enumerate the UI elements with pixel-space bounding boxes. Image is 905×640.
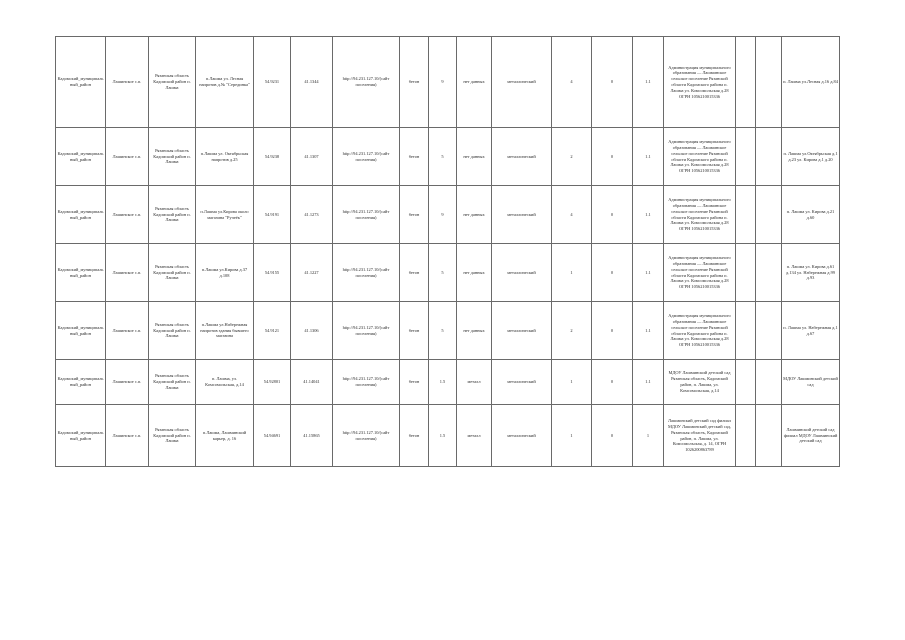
empty-cell	[736, 405, 756, 467]
container-count-text: 1	[570, 432, 573, 438]
empty-cell	[736, 302, 756, 360]
sources-cell	[782, 405, 840, 467]
link-text: http://94.231.127.10/(сайт поселения)	[342, 208, 390, 220]
surface-text: бетон	[408, 79, 420, 85]
district-text: Кадомский_муниципальный_район	[57, 266, 104, 278]
empty-cell	[736, 360, 756, 405]
sources-text: п. Лашма ул.Октябрьская д.1 д.23 ул. Кирова д.1 д.20	[783, 150, 838, 162]
volume-planned-cell	[592, 302, 633, 360]
surface-cell	[400, 128, 429, 186]
district-cell	[56, 186, 106, 244]
settlement-cell	[106, 302, 149, 360]
empty-cell	[756, 244, 782, 302]
container-type-text: металлический	[507, 432, 536, 438]
district-text: Кадомский_муниципальный_район	[57, 150, 104, 162]
location-text: п. Лашма, ул. Комсомольская, д.14	[205, 376, 244, 387]
area-text: 5	[441, 269, 444, 275]
volume-planned-cell	[592, 360, 633, 405]
cover-text: нет данных	[463, 79, 485, 85]
volume-planned-text: 0	[610, 79, 614, 85]
container-type-text: металлический	[507, 211, 536, 217]
sources-text: п. Лашма ул.Лесная д.16 д.84	[783, 79, 838, 85]
latitude-text: 54.9238	[264, 153, 280, 159]
volume-planned-cell	[592, 405, 633, 467]
volume-text: 1.1	[645, 79, 651, 85]
longitude-text: 41.1306	[304, 327, 319, 333]
owner-text: Администрация муниципального образования — Лашминское сельское поселение Рязанской области Кадомского района п. Лашма ул. Комсомольская д.28 ОГРН 1056210015336	[668, 197, 731, 232]
container-count-cell	[552, 128, 592, 186]
volume-cell	[633, 37, 664, 128]
volume-text: 1	[646, 432, 650, 438]
container-type-text: металлический	[507, 269, 536, 275]
link-cell	[333, 405, 400, 467]
settlement-cell	[106, 128, 149, 186]
container-type-text: металлический	[507, 153, 536, 159]
area-text: 1.5	[439, 432, 446, 438]
region-cell	[149, 360, 196, 405]
owner-text: Администрация муниципального образования — Лашминское сельское поселение Рязанской области Кадомского района п. Лашма ул. Комсомольская д.28 ОГРН 1056210015336	[668, 313, 731, 348]
cover-text: металл	[467, 432, 481, 438]
container-type-cell	[492, 37, 552, 128]
sources-text: Лашминский детский сад филиал МДОУ Лашминский детский сад	[783, 426, 838, 444]
surface-cell	[400, 244, 429, 302]
sources-text: п. Лашма ул. Набережная д.1 д.67	[783, 324, 838, 336]
surface-text: бетон	[408, 153, 420, 159]
empty-cell	[756, 186, 782, 244]
container-count-text: 4	[570, 211, 573, 217]
empty-cell	[756, 360, 782, 405]
cover-text: нет данных	[463, 327, 485, 333]
cover-text: металл	[467, 379, 481, 385]
district-text: Кадомский_муниципальный_район	[57, 324, 104, 336]
container-count-text: 2	[570, 327, 573, 333]
district-cell	[56, 128, 106, 186]
area-text: 1.5	[439, 379, 446, 385]
cover-text: нет данных	[463, 153, 485, 159]
container-count-cell	[552, 244, 592, 302]
area-cell	[429, 302, 457, 360]
surface-text: бетон	[408, 327, 420, 333]
location-cell	[196, 360, 254, 405]
container-count-cell	[552, 360, 592, 405]
surface-text: бетон	[408, 432, 420, 438]
region-text: Рязанская область Кадомский район п. Лашма	[153, 73, 191, 90]
region-text: Рязанская область Кадомский район п. Лашма	[153, 147, 191, 165]
volume-planned-text: 0	[610, 432, 614, 438]
settlement-text: Лашинское с.п.	[112, 79, 142, 85]
sources-cell	[782, 244, 840, 302]
link-cell	[333, 186, 400, 244]
link-cell	[333, 37, 400, 128]
container-type-cell	[492, 186, 552, 244]
link-cell	[333, 302, 400, 360]
cover-cell	[457, 128, 492, 186]
settlement-text: Лашинское с.п.	[112, 379, 142, 385]
longitude-cell	[291, 360, 333, 405]
volume-planned-text: 0	[610, 379, 614, 385]
link-cell	[333, 128, 400, 186]
owner-text: Лашминский детский сад филиал МДОУ Лашминский детский сад, Рязанская область, Кадомский район, п. Лашма, ул. Комсомольская, д. 14, ОГРН 1026200863789	[667, 418, 731, 453]
sources-cell	[782, 186, 840, 244]
owner-cell	[664, 37, 736, 128]
container-type-cell	[492, 405, 552, 467]
district-cell	[56, 37, 106, 128]
latitude-cell	[254, 360, 291, 405]
latitude-text: 54.9155	[264, 269, 280, 275]
latitude-text: 54.92801	[263, 379, 281, 385]
volume-cell	[633, 360, 664, 405]
link-text: http://94.231.127.10/(сайт поселения)	[342, 76, 390, 87]
location-cell	[196, 128, 254, 186]
district-cell	[56, 302, 106, 360]
link-text: http://94.231.127.10/(сайт поселения)	[342, 324, 390, 336]
volume-cell	[633, 405, 664, 467]
surface-text: бетон	[408, 379, 420, 385]
location-text: п.Лашма ул. Лесная напротив д.№ "Серединка"	[199, 76, 250, 87]
area-cell	[429, 128, 457, 186]
sources-text: п. Лашма ул. Кирова д.21 д.60	[786, 208, 835, 220]
area-text: 9	[441, 79, 444, 85]
container-count-text: 4	[570, 79, 573, 85]
table-row	[56, 244, 840, 302]
container-count-cell	[552, 186, 592, 244]
owner-text: МДОУ Лашминский детский сад Рязанская область, Кадомский район, п. Лашма, ул. Комсомольская, д.14	[668, 370, 731, 393]
region-cell	[149, 302, 196, 360]
sources-cell	[782, 302, 840, 360]
table-row	[56, 37, 840, 128]
settlement-text: Лашинское с.п.	[112, 153, 142, 159]
volume-planned-text: 0	[610, 327, 614, 333]
latitude-text: 54.94691	[263, 432, 281, 438]
longitude-cell	[291, 244, 333, 302]
longitude-text: 41.15865	[303, 432, 320, 438]
owner-text: Администрация муниципального образования — Лашминское сельское поселение Рязанской области Кадомского района п. Лашма ул. Комсомольская д.28 ОГРН 1056210015336	[668, 255, 731, 290]
owner-cell	[664, 360, 736, 405]
district-text: Кадомский_муниципальный_район	[57, 76, 104, 87]
owner-cell	[664, 302, 736, 360]
location-text: п.Лашма ул. Октябрьская напротив д.25	[200, 150, 249, 162]
area-text: 5	[441, 327, 444, 333]
container-count-text: 1	[570, 379, 573, 385]
volume-cell	[633, 302, 664, 360]
link-text: http://94.231.127.10/(сайт поселения)	[342, 150, 390, 162]
volume-text: 1.1	[645, 153, 651, 159]
empty-cell	[756, 128, 782, 186]
longitude-text: 41.1307	[304, 153, 319, 159]
region-text: Рязанская область Кадомский район п. Лашма	[153, 205, 191, 223]
location-cell	[196, 405, 254, 467]
latitude-text: 54.9121	[264, 327, 280, 333]
region-cell	[149, 244, 196, 302]
container-type-cell	[492, 302, 552, 360]
sources-text: МДОУ Лашминский детский сад	[783, 376, 838, 387]
longitude-text: 41.14041	[303, 379, 320, 385]
location-text: п.Лашма ул.Кирова около магазина "Ручеёк"	[200, 208, 249, 220]
volume-cell	[633, 128, 664, 186]
empty-cell	[756, 37, 782, 128]
longitude-text: 41.1227	[304, 269, 319, 275]
surface-text: бетон	[408, 269, 420, 275]
latitude-cell	[254, 186, 291, 244]
cover-cell	[457, 360, 492, 405]
location-cell	[196, 302, 254, 360]
container-type-cell	[492, 128, 552, 186]
settlement-text: Лашинское с.п.	[112, 327, 142, 333]
district-cell	[56, 360, 106, 405]
container-type-cell	[492, 244, 552, 302]
cover-text: нет данных	[463, 269, 485, 275]
longitude-cell	[291, 186, 333, 244]
volume-planned-text: 0	[610, 211, 614, 217]
settlement-cell	[106, 360, 149, 405]
owner-cell	[664, 244, 736, 302]
area-cell	[429, 244, 457, 302]
table-row	[56, 405, 840, 467]
district-cell	[56, 405, 106, 467]
empty-cell	[736, 244, 756, 302]
link-text: http://94.231.127.10/(сайт поселения)	[342, 429, 390, 441]
container-type-text: металлический	[507, 379, 536, 385]
settlement-text: Лашинское с.п.	[112, 211, 142, 217]
latitude-cell	[254, 405, 291, 467]
volume-text: 1.1	[645, 269, 651, 275]
area-text: 9	[441, 211, 444, 217]
empty-cell	[736, 37, 756, 128]
surface-text: бетон	[408, 211, 420, 217]
region-cell	[149, 405, 196, 467]
latitude-cell	[254, 302, 291, 360]
latitude-cell	[254, 244, 291, 302]
region-cell	[149, 37, 196, 128]
volume-planned-cell	[592, 37, 633, 128]
longitude-cell	[291, 302, 333, 360]
surface-cell	[400, 37, 429, 128]
table-row	[56, 186, 840, 244]
container-count-cell	[552, 37, 592, 128]
owner-text: Администрация муниципального образования — Лашминское сельское поселение Рязанской области Кадомского района п. Лашма ул. Комсомольская д.28 ОГРН 1056210015336	[668, 64, 731, 99]
container-type-text: металлический	[507, 79, 536, 85]
table-row	[56, 302, 840, 360]
volume-cell	[633, 244, 664, 302]
cover-cell	[457, 244, 492, 302]
region-cell	[149, 128, 196, 186]
volume-planned-cell	[592, 128, 633, 186]
longitude-cell	[291, 405, 333, 467]
table-row	[56, 360, 840, 405]
longitude-cell	[291, 128, 333, 186]
area-text: 5	[441, 153, 444, 159]
district-text: Кадомский_муниципальный_район	[57, 376, 104, 387]
longitude-text: 41.1273	[304, 211, 319, 217]
latitude-text: 54.9231	[264, 79, 280, 85]
link-cell	[333, 244, 400, 302]
location-cell	[196, 244, 254, 302]
surface-cell	[400, 302, 429, 360]
volume-text: 1.1	[645, 211, 651, 217]
latitude-cell	[254, 128, 291, 186]
settlement-text: Лашинское с.п.	[112, 269, 142, 275]
table-row	[56, 128, 840, 186]
owner-cell	[664, 186, 736, 244]
container-type-cell	[492, 360, 552, 405]
empty-cell	[756, 302, 782, 360]
district-cell	[56, 244, 106, 302]
surface-cell	[400, 360, 429, 405]
volume-planned-cell	[592, 244, 633, 302]
empty-cell	[756, 405, 782, 467]
volume-planned-text: 0	[610, 269, 614, 275]
sources-cell	[782, 37, 840, 128]
sources-cell	[782, 128, 840, 186]
cover-cell	[457, 37, 492, 128]
container-count-text: 2	[570, 153, 573, 159]
owner-cell	[664, 128, 736, 186]
cover-text: нет данных	[463, 211, 485, 217]
region-text: Рязанская область Кадомский район п. Лашма	[153, 263, 191, 281]
link-text: http://94.231.127.10/(сайт поселения)	[342, 376, 390, 387]
region-text: Рязанская область Кадомский район п. Лашма	[153, 426, 191, 444]
location-text: п.Лашма, Лашминский карьер, д. 16	[202, 429, 247, 441]
settlement-cell	[106, 186, 149, 244]
cover-cell	[457, 302, 492, 360]
sources-text: п. Лашма ул. Кирова д.61 д.134 ул. Набережная д.99 д.93	[786, 263, 835, 281]
volume-planned-cell	[592, 186, 633, 244]
region-text: Рязанская область Кадомский район п. Лашма	[153, 373, 191, 390]
longitude-cell	[291, 37, 333, 128]
empty-cell	[736, 128, 756, 186]
location-cell	[196, 37, 254, 128]
owner-text: Администрация муниципального образования — Лашминское сельское поселение Рязанской области Кадомского района п. Лашма ул. Комсомольская д.28 ОГРН 1056210015336	[668, 139, 731, 174]
container-count-cell	[552, 405, 592, 467]
location-text: п.Лашма ул.Набережная напротив здания бывшего магазина	[200, 321, 249, 339]
container-type-text: металлический	[507, 327, 536, 333]
latitude-text: 54.9191	[264, 211, 280, 217]
cover-cell	[457, 186, 492, 244]
settlement-text: Лашинское с.п.	[112, 432, 142, 438]
surface-cell	[400, 405, 429, 467]
location-cell	[196, 186, 254, 244]
area-cell	[429, 37, 457, 128]
volume-cell	[633, 186, 664, 244]
district-text: Кадомский_муниципальный_район	[57, 429, 104, 441]
owner-cell	[664, 405, 736, 467]
location-text: п.Лашма ул.Кирова д.37 д.108	[201, 266, 248, 278]
link-cell	[333, 360, 400, 405]
region-cell	[149, 186, 196, 244]
area-cell	[429, 405, 457, 467]
empty-cell	[736, 186, 756, 244]
settlement-cell	[106, 405, 149, 467]
volume-planned-text: 0	[610, 153, 614, 159]
container-count-cell	[552, 302, 592, 360]
settlement-cell	[106, 244, 149, 302]
link-text: http://94.231.127.10/(сайт поселения)	[342, 266, 390, 278]
area-cell	[429, 186, 457, 244]
region-text: Рязанская область Кадомский район п. Лашма	[153, 321, 191, 339]
longitude-text: 41.1344	[304, 79, 319, 85]
settlement-cell	[106, 37, 149, 128]
volume-text: 1.1	[645, 327, 651, 333]
latitude-cell	[254, 37, 291, 128]
sources-cell	[782, 360, 840, 405]
cover-cell	[457, 405, 492, 467]
surface-cell	[400, 186, 429, 244]
volume-text: 1.1	[645, 379, 651, 385]
container-count-text: 1	[570, 269, 573, 275]
area-cell	[429, 360, 457, 405]
waste-sites-table	[55, 36, 840, 467]
district-text: Кадомский_муниципальный_район	[57, 208, 104, 220]
